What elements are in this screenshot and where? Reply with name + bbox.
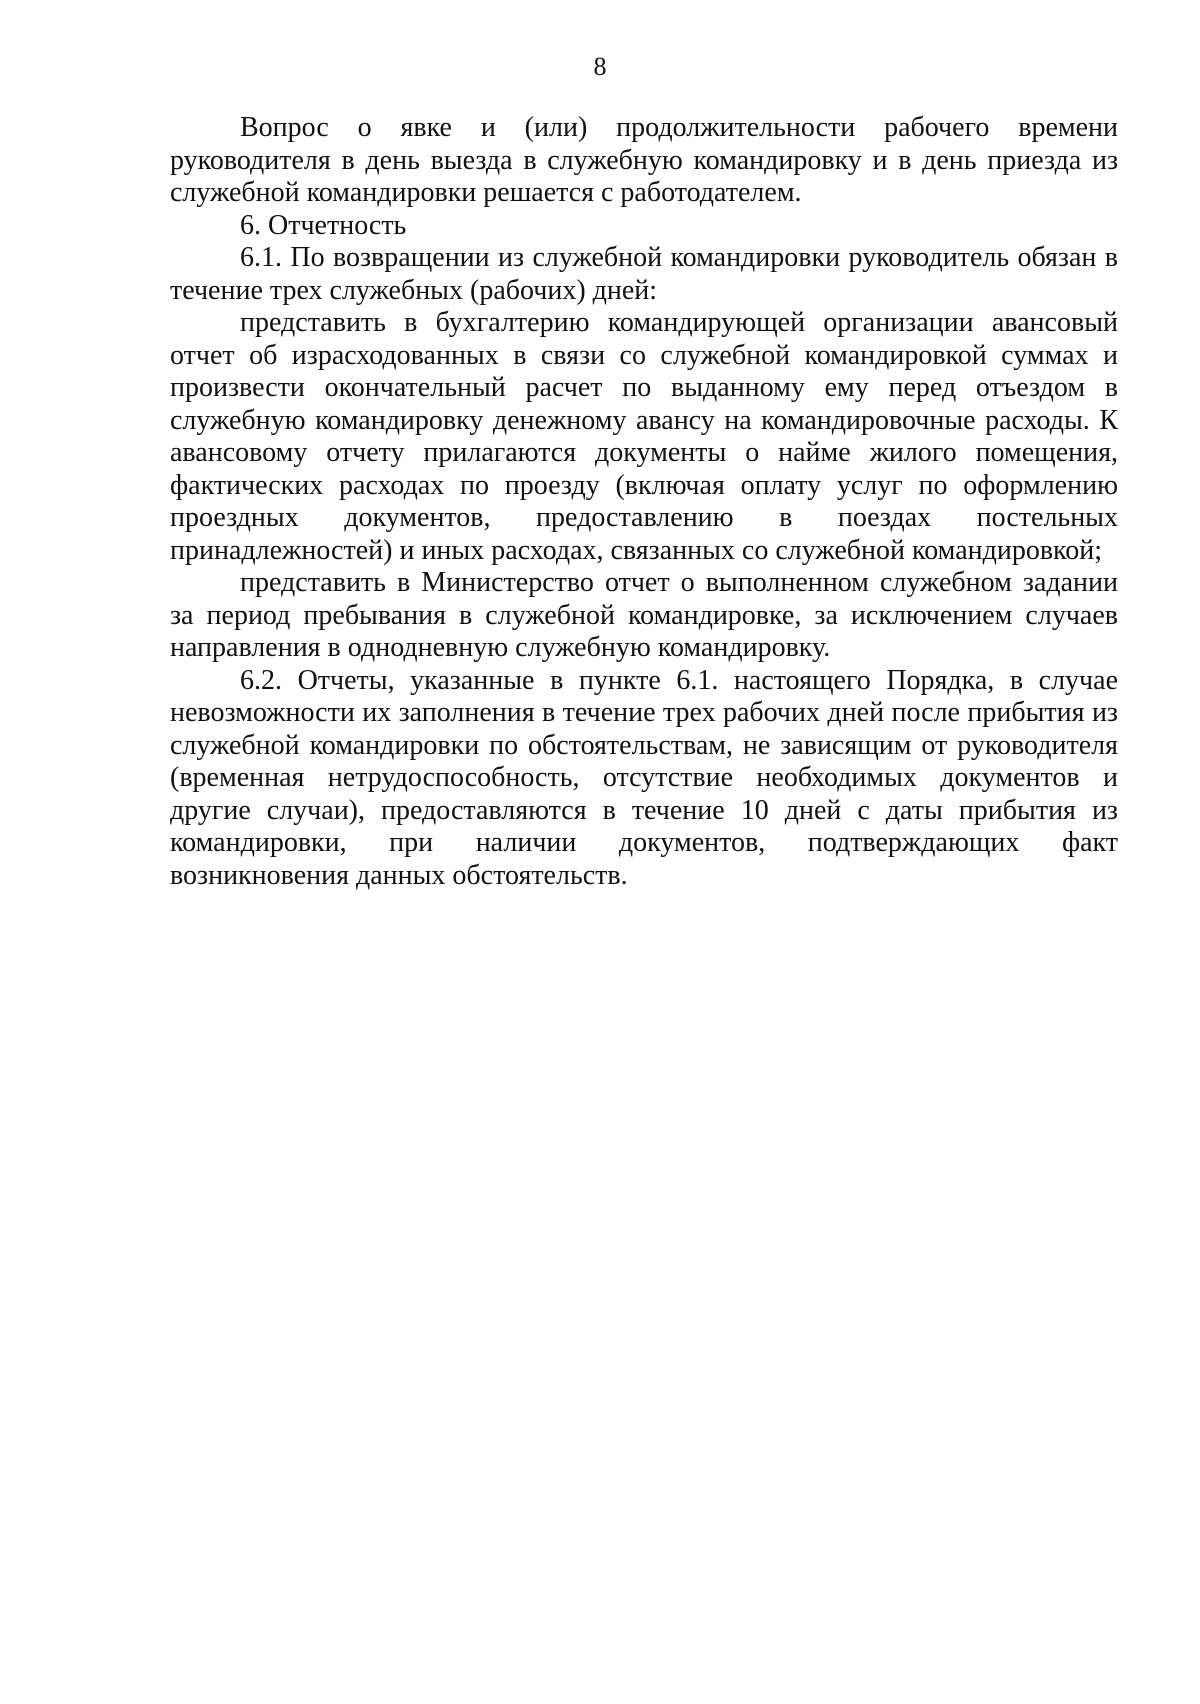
section-heading-reporting: 6. Отчетность	[240, 209, 407, 241]
page-number: 8	[593, 52, 607, 81]
paragraph-6-1: 6.1. По возвращении из служебной командировки руководитель обязан в течение трех служебных (рабочих) дней:	[170, 242, 1118, 306]
paragraph-attendance-question: Вопрос о явке и (или) продолжительности рабочего времени руководителя в день выезда в служебную командировку и в день приезда из служебной командировки решается с работодателем.	[170, 112, 1118, 208]
paragraph-ministry-report: представить в Министерство отчет о выполненном служебном задании за период пребывания в служебной командировке, за исключением случаев направления в однодневную служебную командировку.	[170, 567, 1118, 663]
paragraph-advance-report: представить в бухгалтерию командирующей организации авансовый отчет об израсходованных в связи со служебной командировкой суммах и произвести окончательный расчет по выданному ему перед отъездом в служебную командировку денежному авансу на командировочные расходы. К авансовому отчету прилагаются документы о найме жилого помещения, фактических расходах по проезду (включая оплату услуг по оформлению проездных документов, предоставлению в поездах постельных принадлежностей) и иных расходах, связанных со служебной командировкой;	[170, 307, 1118, 566]
document-body	[170, 112, 1118, 892]
paragraph-6-2: 6.2. Отчеты, указанные в пункте 6.1. настоящего Порядка, в случае невозможности их заполнения в течение трех рабочих дней после прибытия из служебной командировки по обстоятельствам, не зависящим от руководителя (временная нетрудоспособность, отсутствие необходимых документов и другие случаи), предоставляются в течение 10 дней с даты прибытия из командировки, при наличии документов, подтверждающих факт возникновения данных обстоятельств.	[170, 664, 1118, 891]
